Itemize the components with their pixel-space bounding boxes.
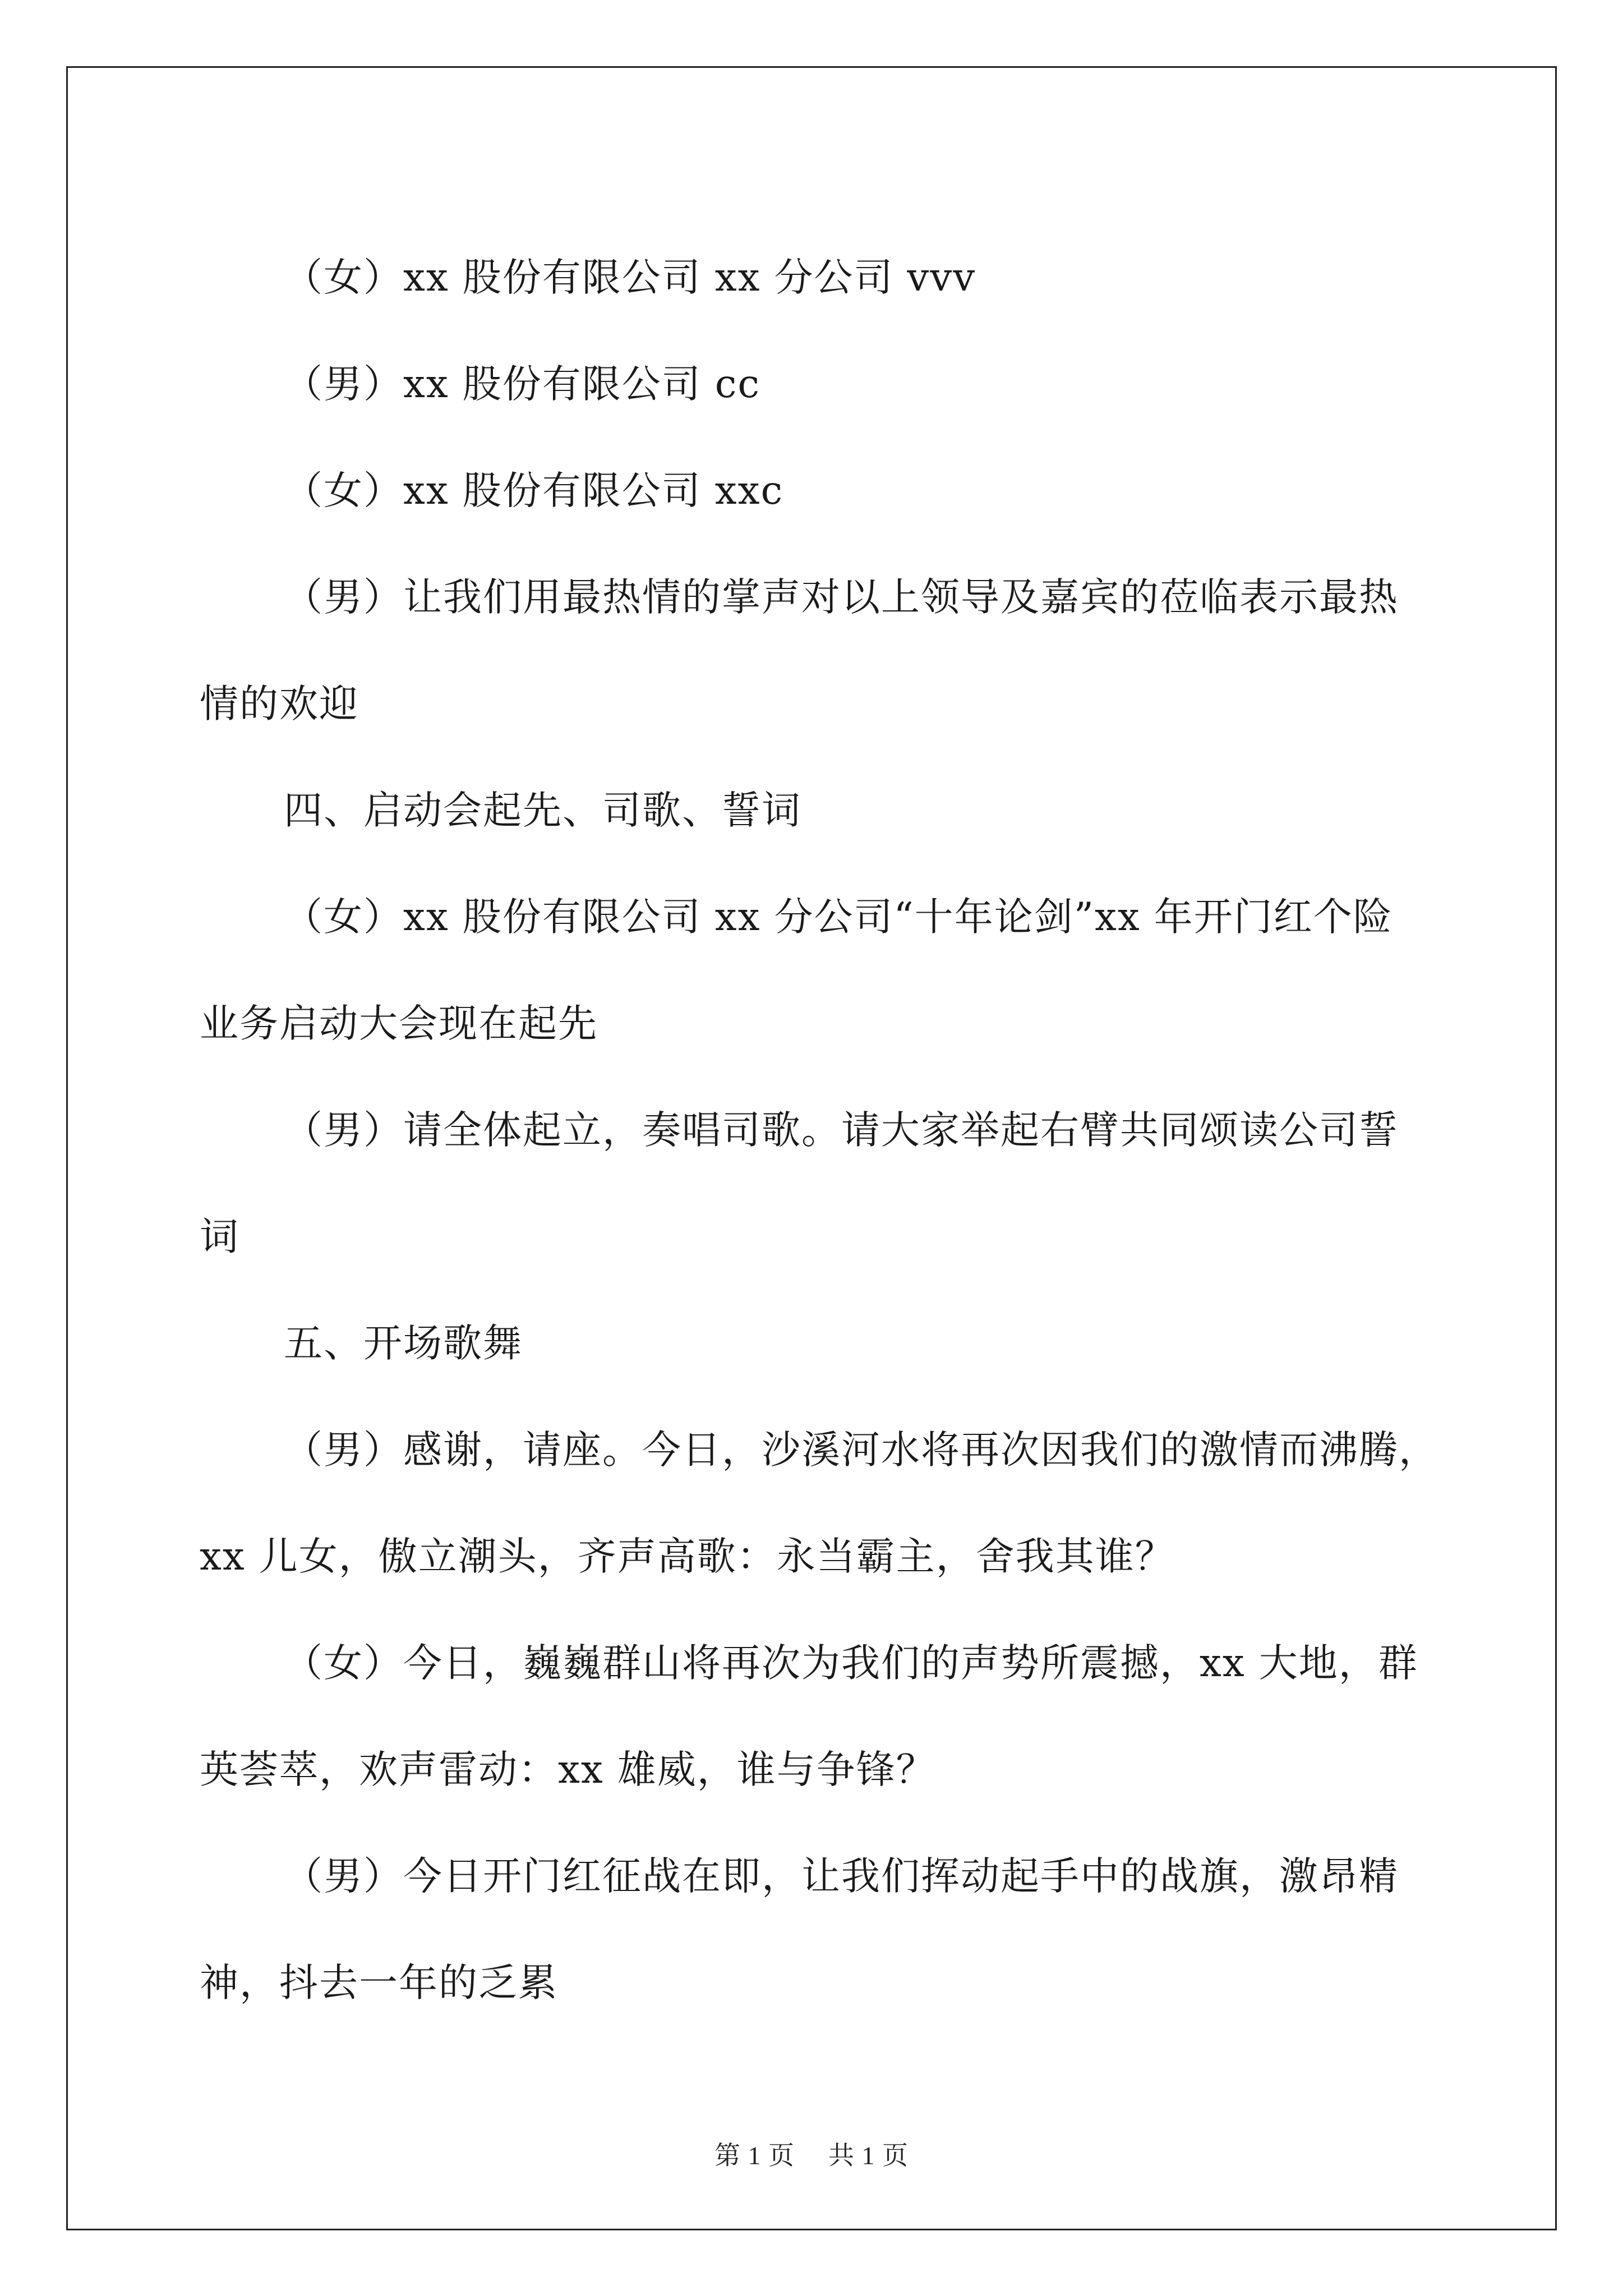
page-total: 共 1 页: [828, 2141, 909, 2170]
paragraph-line: （女）xx 股份有限公司 xx 分公司 vvv: [284, 255, 976, 300]
paragraph-line: （男）让我们用最热情的掌声对以上领导及嘉宾的莅临表示最热: [284, 575, 1399, 620]
paragraph: [200, 544, 1433, 757]
paragraph-line: （女）今日，巍巍群山将再次为我们的声势所震撼，xx 大地，群: [284, 1641, 1418, 1686]
paragraph-line: （女）xx 股份有限公司 xxc: [284, 468, 784, 513]
paragraph-line: （女）xx 股份有限公司 xx 分公司“十年论剑”xx 年开门红个险: [284, 895, 1393, 940]
paragraph: [200, 1823, 1433, 2036]
paragraph-line: 业务启动大会现在起先: [200, 1001, 598, 1046]
paragraph: [200, 224, 1433, 331]
document-body: [200, 224, 1438, 2036]
page-number: 第 1 页: [714, 2141, 795, 2170]
paragraph-line: 词: [200, 1214, 239, 1259]
paragraph: [200, 1077, 1433, 1290]
paragraph-line: 情的欢迎: [200, 682, 359, 726]
paragraph: [200, 1397, 1438, 1610]
paragraph-line: 英荟萃，欢声雷动：xx 雄威，谁与争锋？: [200, 1747, 936, 1792]
paragraph-line: （男）今日开门红征战在即，让我们挥动起手中的战旗，激昂精: [284, 1854, 1399, 1899]
paragraph-line: （男）感谢，请座。今日，沙溪河水将再次因我们的激情而沸腾，: [284, 1428, 1438, 1473]
paragraph-line: 四、启动会起先、司歌、誓词: [284, 788, 801, 833]
paragraph: [200, 1610, 1433, 1823]
paragraph-line: xx 儿女，傲立潮头，齐声高歌：永当霸主，舍我其谁？: [200, 1534, 1175, 1579]
paragraph: [200, 864, 1433, 1077]
section-heading: [200, 757, 1433, 864]
paragraph: [200, 438, 1433, 544]
paragraph-line: 神，抖去一年的乏累: [200, 1961, 558, 2005]
section-heading: [200, 1290, 1433, 1397]
paragraph-line: （男）xx 股份有限公司 cc: [284, 362, 760, 407]
paragraph-line: 五、开场歌舞: [284, 1321, 523, 1366]
paragraph: [200, 331, 1433, 438]
page-footer: [0, 2135, 1623, 2172]
paragraph-line: （男）请全体起立，奏唱司歌。请大家举起右臂共同颂读公司誓: [284, 1108, 1399, 1153]
